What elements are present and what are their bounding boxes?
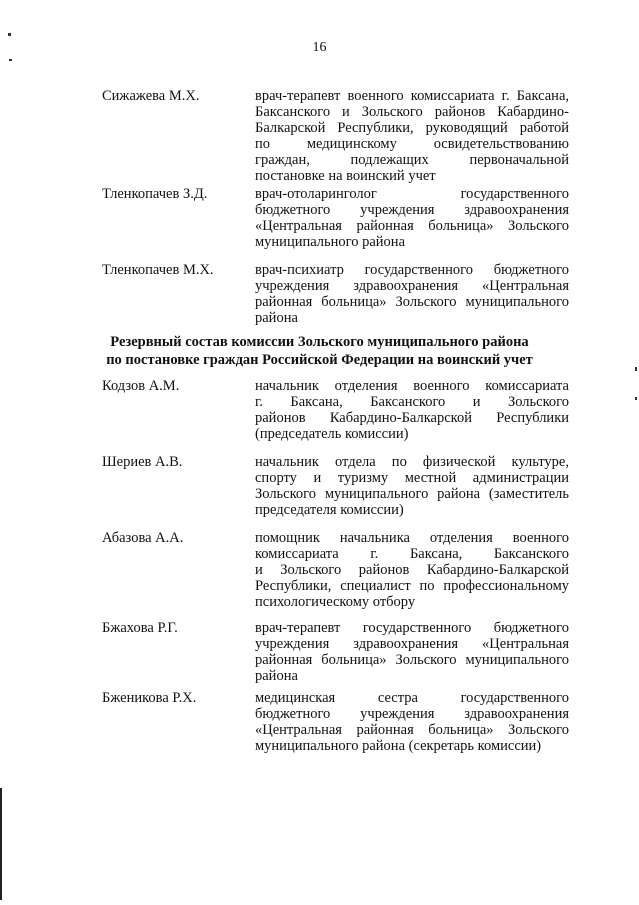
position-line: врач-терапевт военного комиссариата г. Баксана, — [255, 88, 569, 104]
position-line: бюджетного учреждения здравоохранения — [255, 202, 569, 218]
page-number: 16 — [312, 40, 327, 55]
member-name: Тленкопачев З.Д. — [102, 186, 208, 202]
reserve-section-heading — [60, 333, 579, 369]
member-position — [255, 620, 569, 684]
position-line: района — [255, 668, 298, 684]
position-line: «Центральная районная больница» Зольского — [255, 722, 569, 738]
position-line: учреждения здравоохранения «Центральная — [255, 278, 569, 294]
member-position — [255, 262, 569, 326]
position-line: помощник начальника отделения военного — [255, 530, 569, 546]
member-name: Сижажева М.Х. — [102, 88, 200, 104]
member-name: Шериев А.В. — [102, 454, 183, 470]
position-line: председателя комиссии) — [255, 502, 404, 518]
position-line: комиссариата г. Баксана, Баксанского — [255, 546, 569, 562]
position-line: граждан, подлежащих первоначальной — [255, 152, 569, 168]
position-line: «Центральная районная больница» Зольского — [255, 218, 569, 234]
position-line: районов Кабардино-Балкарской Республики — [255, 410, 569, 426]
position-line: психологическому отбору — [255, 594, 416, 610]
position-line: бюджетного учреждения здравоохранения — [255, 706, 569, 722]
member-position — [255, 690, 569, 754]
member-position — [255, 378, 569, 442]
member-position — [255, 186, 569, 250]
position-line: учреждения здравоохранения «Центральная — [255, 636, 569, 652]
position-line: района — [255, 310, 298, 326]
member-name: Кодзов А.М. — [102, 378, 180, 394]
position-line: врач-терапевт государственного бюджетного — [255, 620, 569, 636]
scan-speck — [8, 33, 11, 36]
position-line: муниципального района — [255, 234, 405, 250]
member-position — [255, 530, 569, 610]
member-position — [255, 454, 569, 518]
position-line: районная больница» Зольского муниципального — [255, 652, 569, 668]
scan-margin-line — [0, 788, 2, 900]
member-name: Бжахова Р.Г. — [102, 620, 178, 636]
scan-speck — [635, 397, 637, 400]
position-line: врач-отоларинголог государственного — [255, 186, 569, 202]
position-line: спорту и туризму местной администрации — [255, 470, 569, 486]
position-line: (председатель комиссии) — [255, 426, 409, 442]
position-line: муниципального района (секретарь комиссии) — [255, 738, 542, 754]
position-line: врач-психиатр государственного бюджетного — [255, 262, 569, 278]
member-name: Абазова А.А. — [102, 530, 184, 546]
member-name: Бженикова Р.Х. — [102, 690, 197, 706]
heading-line: по постановке граждан Российской Федерации на воинский учет — [106, 352, 533, 368]
position-line: Республики, специалист по профессиональному — [255, 578, 569, 594]
member-position — [255, 88, 569, 184]
position-line: начальник отделения военного комиссариата — [255, 378, 569, 394]
position-line: по медицинскому освидетельствованию — [255, 136, 569, 152]
scan-speck — [9, 59, 12, 61]
scan-speck — [635, 367, 637, 371]
position-line: начальник отдела по физической культуре, — [255, 454, 569, 470]
position-line: районная больница» Зольского муниципального — [255, 294, 569, 310]
position-line: Зольского муниципального района (заместитель — [255, 486, 569, 502]
position-line: Балкарской Республики, руководящий работой — [255, 120, 569, 136]
member-name: Тленкопачев М.Х. — [102, 262, 214, 278]
heading-line: Резервный состав комиссии Зольского муниципального района — [110, 334, 529, 350]
position-line: постановке на воинский учет — [255, 168, 436, 184]
position-line: медицинская сестра государственного — [255, 690, 569, 706]
position-line: Баксанского и Зольского районов Кабардино- — [255, 104, 569, 120]
position-line: г. Баксана, Баксанского и Зольского — [255, 394, 569, 410]
position-line: и Зольского районов Кабардино-Балкарской — [255, 562, 569, 578]
